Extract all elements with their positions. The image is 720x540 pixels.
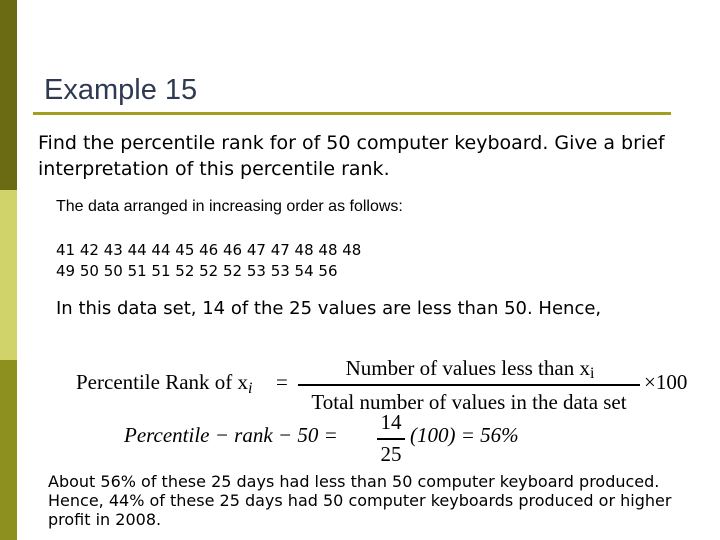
formula-denominator: Total number of values in the data set [311,390,627,414]
formula-fraction-bar [298,384,640,386]
formula-multiplier: ×100 [644,370,688,394]
formula-equals: = [276,370,288,394]
data-line: 49 50 50 51 51 52 52 52 53 53 54 56 [56,262,338,280]
data-line: 41 42 43 44 44 45 46 46 47 47 48 48 48 [56,241,362,259]
side-bar-top [0,0,17,190]
answer-text: About 56% of these 25 days had less than 50 computer keyboard produced. Hence, 44% of these 25 days had 50 computer keyboards produced or higher profit in 2008. [48,472,672,529]
question-text: Find the percentile rank for of 50 computer keyboard. Give a brief interpretation of this percentile rank. [38,132,665,180]
side-bar-middle [0,190,17,360]
title-underline [33,112,671,115]
calculation-numerator: 14 [380,410,402,434]
calculation-fraction-bar [377,438,405,440]
calculation-lhs: Percentile − rank − 50 = [124,423,338,447]
formula-numerator: Number of values less than $x_i$ [345,356,595,382]
formula-lhs: Percentile Rank of $x_i$ [76,370,253,397]
slide-title: Example 15 [44,74,198,106]
data-list [56,240,361,282]
count-statement: In this data set, 14 of the 25 values are less than 50. Hence, [56,298,602,319]
data-intro: The data arranged in increasing order as follows: [56,198,403,215]
side-bar-bottom [0,360,17,540]
calculation-denominator: 25 [380,442,402,466]
calculation-rhs: (100) = 56% [410,423,519,447]
